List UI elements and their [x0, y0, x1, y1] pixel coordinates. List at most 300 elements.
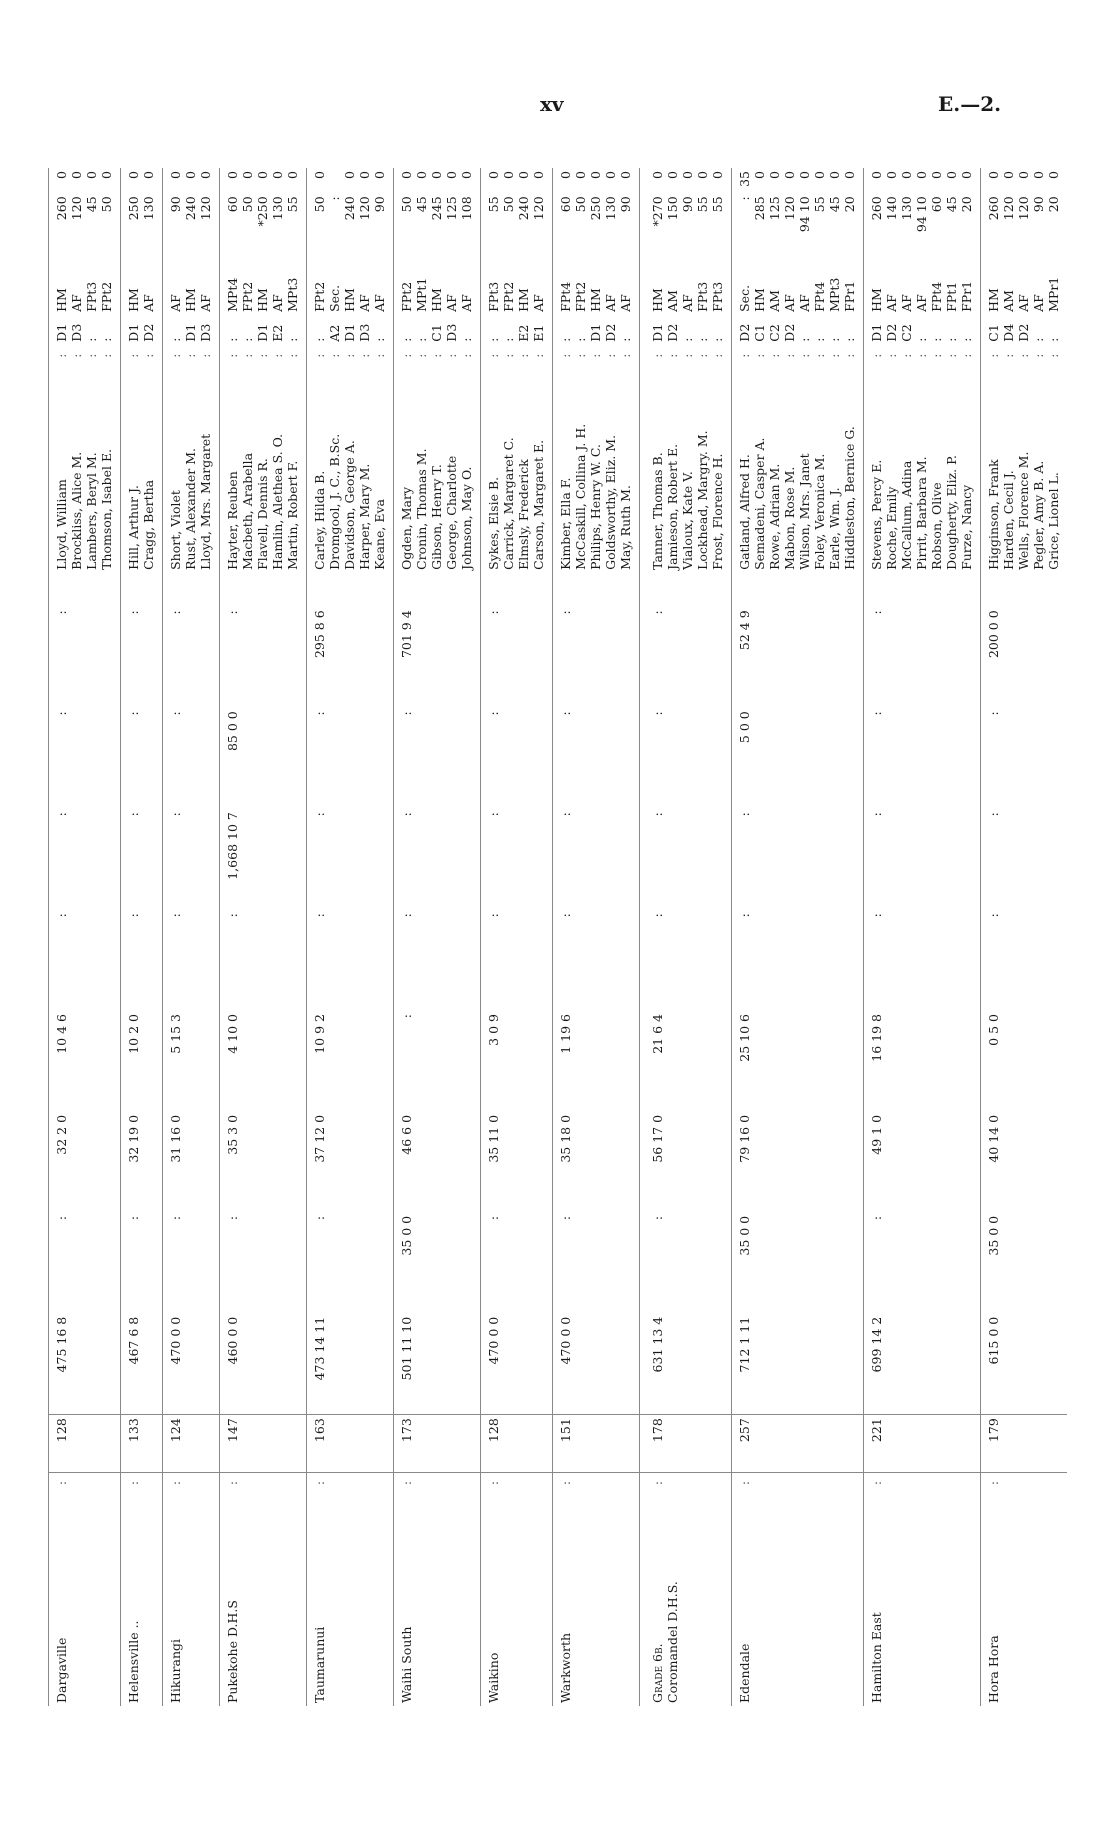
staff-name: Tanner, Thomas B.: [650, 452, 665, 570]
salary-pence: 0: [603, 171, 618, 179]
staff-position: HM: [54, 288, 69, 312]
amount-c5: :: [394, 910, 481, 1011]
leader-dots: :: [255, 353, 270, 358]
salary-pence: 0: [899, 171, 914, 179]
staff-name: Dougherty, Eliz. P.: [944, 455, 959, 570]
staff-position: FPt2: [312, 281, 327, 312]
leader-dots: :: [394, 1472, 481, 1488]
amount-c3: 37 12 0: [307, 1112, 394, 1213]
staff-class: :: [486, 337, 501, 342]
leader-dots: :: [797, 353, 812, 358]
gap: [307, 573, 394, 607]
staff-position-column: [394, 258, 481, 315]
staff-name-column: [981, 361, 1068, 573]
staff-salary: 55: [285, 196, 300, 213]
salary-pence-column: [49, 168, 121, 193]
staff-name-column: [307, 361, 394, 573]
amount-c5: :: [220, 910, 307, 1011]
salary-pence-column: [394, 168, 481, 193]
leader-dots: :: [864, 1472, 981, 1488]
amount-c5: :: [49, 910, 121, 1011]
salary-pence: 0: [444, 171, 459, 179]
leader-dots: :: [929, 353, 944, 358]
table-row: [121, 168, 163, 1706]
salary-pence: 0: [198, 171, 213, 179]
staff-name: Lambers, Beryl M.: [84, 452, 99, 570]
leader-dots: :: [959, 353, 974, 358]
staff-class: D1: [255, 323, 270, 342]
staff-class: D3: [444, 323, 459, 342]
amount-c8: :: [481, 607, 553, 708]
salary-pence: 0: [1016, 171, 1031, 179]
staff-position: FPt3: [710, 281, 725, 312]
staff-salary: 240: [183, 196, 198, 221]
staff-name: Sykes, Elsie B.: [486, 476, 501, 570]
staff-salary: *250: [255, 196, 270, 227]
gap: [732, 573, 864, 607]
roll-number: 147: [220, 1415, 307, 1472]
staff-salary: 20: [959, 196, 974, 213]
salary-pence: 0: [767, 171, 782, 179]
staff-name: McCallum, Adina: [899, 460, 914, 570]
amount-c7: :: [394, 708, 481, 809]
staff-name: Higginson, Frank: [986, 459, 1001, 570]
staff-name-column: [640, 361, 732, 573]
staff-salary: 55: [695, 196, 710, 213]
salary-pence: 0: [225, 171, 240, 179]
staff-salary: 45: [414, 196, 429, 213]
staff-salary: 90: [372, 196, 387, 213]
salary-pence: 0: [884, 171, 899, 179]
staff-position-column: [49, 258, 121, 315]
staff-salary: 130: [270, 196, 285, 221]
leader-dots: :: [516, 353, 531, 358]
amount-c5: :: [732, 910, 864, 1011]
amount-c7: 5 0 0: [732, 708, 864, 809]
salary-pence: 35: [737, 171, 752, 187]
school-name: Hikurangi: [168, 1638, 183, 1703]
salary-pence-column: [553, 168, 640, 193]
salary-pence: 0: [869, 171, 884, 179]
school-name: Hora Hora: [986, 1635, 1001, 1703]
salary-pence-column: [981, 168, 1068, 193]
staff-salary: 50: [240, 196, 255, 213]
salary-pence-column: [481, 168, 553, 193]
leader-dots: :: [1001, 353, 1016, 358]
amount-c6: :: [121, 809, 163, 910]
staff-name: Elmsly, Frederick: [516, 459, 531, 570]
staff-position: FPt2: [399, 281, 414, 312]
salary-pence: 0: [240, 171, 255, 179]
amount-c3: 35 3 0: [220, 1112, 307, 1213]
amount-c1: 712 1 11: [732, 1314, 864, 1415]
staff-salary-column: [481, 193, 553, 257]
roll-number: 173: [394, 1415, 481, 1472]
amount-c4: 0 5 0: [981, 1011, 1068, 1112]
amount-c8: :: [220, 607, 307, 708]
roll-number: 151: [553, 1415, 640, 1472]
salary-pence: 0: [486, 171, 501, 179]
table-row: [220, 168, 307, 1706]
salary-pence: 0: [399, 171, 414, 179]
leader-dots: :: [126, 353, 141, 358]
amount-c1: 501 11 10: [394, 1314, 481, 1415]
staff-position: AF: [270, 294, 285, 312]
staff-name: Short, Violet: [168, 490, 183, 570]
staff-class: :: [1046, 337, 1061, 342]
leader-dots-column: [121, 345, 163, 361]
amount-c2: :: [49, 1213, 121, 1314]
staff-salary-column: [864, 193, 981, 257]
salary-pence-column: [307, 168, 394, 193]
amount-c4: 3 0 9: [481, 1011, 553, 1112]
staff-name: Carson, Margaret E.: [531, 439, 546, 570]
staff-name: Wells, Florence M.: [1016, 451, 1031, 570]
staff-position: HM: [986, 288, 1001, 312]
staff-salary-column: [553, 193, 640, 257]
salary-pence: 0: [752, 171, 767, 179]
staff-class: D3: [198, 323, 213, 342]
staff-position: HM: [650, 288, 665, 312]
staff-position: AM: [665, 290, 680, 312]
staff-class: :: [929, 337, 944, 342]
amount-c4: 25 10 6: [732, 1011, 864, 1112]
amount-c5: :: [553, 910, 640, 1011]
gap: [981, 573, 1068, 607]
leader-dots-column: [49, 345, 121, 361]
staff-position: FPr1: [842, 280, 857, 312]
amount-c8: 295 8 6: [307, 607, 394, 708]
staff-salary: 90: [680, 196, 695, 213]
staff-salary: 120: [1016, 196, 1031, 221]
staff-position: AF: [782, 294, 797, 312]
staff-class: D2: [665, 323, 680, 342]
leader-dots: :: [588, 353, 603, 358]
amount-c5: :: [163, 910, 220, 1011]
staff-salary: 250: [126, 196, 141, 221]
leader-dots: :: [163, 1472, 220, 1488]
amount-c1: 631 13 4: [640, 1314, 732, 1415]
amount-c8: 701 9 4: [394, 607, 481, 708]
staff-salary: 260: [54, 196, 69, 221]
staff-name: Vialoux, Kate V.: [680, 471, 695, 570]
staff-class: :: [618, 337, 633, 342]
amount-c2: 35 0 0: [981, 1213, 1068, 1314]
staff-position-column: [220, 258, 307, 315]
leader-dots: :: [69, 353, 84, 358]
salary-pence: 0: [1046, 171, 1061, 179]
table-row: [981, 168, 1068, 1706]
leader-dots: :: [54, 353, 69, 358]
staff-class: C1: [986, 324, 1001, 342]
school-name: Coromandel D.H.S.: [665, 1581, 680, 1703]
staff-position: AF: [444, 294, 459, 312]
staff-salary: *270: [650, 196, 665, 227]
amount-c3: 32 2 0: [49, 1112, 121, 1213]
staff-position: MPr1: [1046, 276, 1061, 312]
staff-salary: 50: [399, 196, 414, 213]
amount-c7: :: [163, 708, 220, 809]
staff-position: AF: [372, 294, 387, 312]
leader-dots: :: [312, 353, 327, 358]
leader-dots: :: [603, 353, 618, 358]
roll-number: 221: [864, 1415, 981, 1472]
salary-pence: 0: [84, 171, 99, 179]
roll-number: 179: [981, 1415, 1068, 1472]
staff-position: HM: [183, 288, 198, 312]
staff-position: HM: [869, 288, 884, 312]
table-row: [553, 168, 640, 1706]
staff-salary: 120: [357, 196, 372, 221]
roll-number: 178: [640, 1415, 732, 1472]
leader-dots: :: [695, 353, 710, 358]
staff-class: D1: [869, 323, 884, 342]
staff-class: D1: [126, 323, 141, 342]
staff-class-column: [981, 315, 1068, 345]
staff-name: Harper, Mary M.: [357, 463, 372, 570]
staff-class-column: [640, 315, 732, 345]
amount-c2: :: [481, 1213, 553, 1314]
leader-dots: :: [270, 353, 285, 358]
school-name: Edendale: [737, 1643, 752, 1703]
salary-pence: 0: [501, 171, 516, 179]
staff-class-column: [121, 315, 163, 345]
school-cell: [481, 1488, 553, 1706]
table-row: [394, 168, 481, 1706]
amount-c7: :: [553, 708, 640, 809]
staff-class: D2: [884, 323, 899, 342]
amount-c2: :: [640, 1213, 732, 1314]
leader-dots: :: [399, 353, 414, 358]
staff-name-column: [163, 361, 220, 573]
staff-name: Hiddleston, Bernice G.: [842, 426, 857, 570]
table-row: [864, 168, 981, 1706]
leader-dots: :: [752, 353, 767, 358]
staff-salary: 150: [665, 196, 680, 221]
staff-name: Jamieson, Robert E.: [665, 443, 680, 570]
leader-dots: :: [327, 353, 342, 358]
staff-salary: 55: [486, 196, 501, 213]
staff-name-column: [220, 361, 307, 573]
staff-salary: 130: [603, 196, 618, 221]
salary-pence: 0: [429, 171, 444, 179]
staff-class-column: [864, 315, 981, 345]
roll-number: 257: [732, 1415, 864, 1472]
leader-dots: :: [240, 353, 255, 358]
staff-class: E1: [531, 324, 546, 342]
staff-salary: 120: [1001, 196, 1016, 221]
gap: [640, 573, 732, 607]
school-cell: [553, 1488, 640, 1706]
amount-c6: :: [481, 809, 553, 910]
staff-name: Furze, Nancy: [959, 484, 974, 570]
amount-c4: 16 19 8: [864, 1011, 981, 1112]
amount-c2: :: [163, 1213, 220, 1314]
staff-position: AF: [357, 294, 372, 312]
table-row: [732, 168, 864, 1706]
staff-name: Pirrit, Barbara M.: [914, 456, 929, 570]
staff-class: C1: [752, 324, 767, 342]
leader-dots: :: [481, 1472, 553, 1488]
salary-pence: 0: [270, 171, 285, 179]
staff-position: FPt4: [929, 281, 944, 312]
school-name: Waikino: [486, 1652, 501, 1703]
leader-dots: :: [899, 353, 914, 358]
salary-pence: 0: [54, 171, 69, 179]
staff-name: Thomson, Isabel E.: [99, 448, 114, 570]
leader-dots: :: [1016, 353, 1031, 358]
leader-dots: :: [121, 1472, 163, 1488]
leader-dots: :: [986, 353, 1001, 358]
leader-dots: :: [342, 353, 357, 358]
salary-pence: [327, 171, 342, 190]
gap: [163, 573, 220, 607]
staff-name: Flavell, Dennis R.: [255, 458, 270, 570]
staff-position: AF: [459, 294, 474, 312]
staff-name: Kimber, Ella F.: [558, 477, 573, 570]
staff-salary-column: [121, 193, 163, 257]
staff-name: Rowe, Adrian M.: [767, 463, 782, 570]
school-name: Dargaville: [54, 1637, 69, 1703]
leader-dots: :: [553, 1472, 640, 1488]
salary-pence: 0: [573, 171, 588, 179]
amount-c6: :: [307, 809, 394, 910]
staff-salary: 120: [782, 196, 797, 221]
salary-pence: 0: [69, 171, 84, 179]
staff-position: AF: [680, 294, 695, 312]
leader-dots: :: [650, 353, 665, 358]
gap: [220, 573, 307, 607]
school-name: Pukekohe D.H.S: [225, 1600, 240, 1703]
staff-class: :: [414, 337, 429, 342]
staff-position: AF: [914, 294, 929, 312]
roll-number: 163: [307, 1415, 394, 1472]
leader-dots: :: [220, 1472, 307, 1488]
leader-dots: :: [414, 353, 429, 358]
staff-salary: 90: [1031, 196, 1046, 213]
amount-c8: :: [640, 607, 732, 708]
amount-c6: :: [864, 809, 981, 910]
amount-c4: 10 2 0: [121, 1011, 163, 1112]
leader-dots: :: [141, 353, 156, 358]
staff-name: Pegler, Amy B. A.: [1031, 460, 1046, 570]
staff-salary: 108: [459, 196, 474, 221]
staff-position-column: [307, 258, 394, 315]
staff-position: AM: [1001, 290, 1016, 312]
staff-position: FPt2: [501, 281, 516, 312]
amount-c3: 79 16 0: [732, 1112, 864, 1213]
staff-position: MPt3: [827, 277, 842, 312]
staff-name: Macbeth, Arabella: [240, 452, 255, 570]
staff-name: Hill, Arthur J.: [126, 484, 141, 570]
salary-pence: 0: [1001, 171, 1016, 179]
staff-position: Sec.: [737, 284, 752, 312]
leader-dots-column: [981, 345, 1068, 361]
leader-dots: :: [225, 353, 240, 358]
amount-c7: :: [49, 708, 121, 809]
staff-class: A2: [327, 324, 342, 342]
leader-dots-column: [220, 345, 307, 361]
staff-name: Lloyd, Mrs. Margaret: [198, 433, 213, 570]
staff-name: Earle, Wm. J.: [827, 487, 842, 570]
staff-salary: 130: [141, 196, 156, 221]
salary-pence: 0: [842, 171, 857, 179]
amount-c6: :: [49, 809, 121, 910]
amount-c5: :: [864, 910, 981, 1011]
staff-class: :: [168, 337, 183, 342]
amount-c1: 699 14 2: [864, 1314, 981, 1415]
school-cell: [307, 1488, 394, 1706]
amount-c5: :: [640, 910, 732, 1011]
staff-class: E2: [516, 324, 531, 342]
salary-pence: 0: [618, 171, 633, 179]
staff-class: :: [240, 337, 255, 342]
salary-pence: 0: [558, 171, 573, 179]
staff-class: D2: [141, 323, 156, 342]
staff-salary: 45: [84, 196, 99, 213]
staff-salary: 285: [752, 196, 767, 221]
staff-class-column: [481, 315, 553, 345]
staff-position: AF: [603, 294, 618, 312]
amount-c2: :: [121, 1213, 163, 1314]
staff-name-column: [864, 361, 981, 573]
leader-dots: :: [501, 353, 516, 358]
staff-name: Keane, Eva: [372, 499, 387, 570]
salary-pence-column: [220, 168, 307, 193]
staff-position: HM: [588, 288, 603, 312]
amount-c8: :: [553, 607, 640, 708]
staff-salary: 20: [1046, 196, 1061, 213]
amount-c7: :: [121, 708, 163, 809]
staff-name: Cronin, Thomas M.: [414, 448, 429, 570]
amount-c2: :: [220, 1213, 307, 1314]
staff-salary: 90: [618, 196, 633, 213]
leader-dots: :: [884, 353, 899, 358]
amount-c3: 56 17 0: [640, 1112, 732, 1213]
staff-salary: 45: [827, 196, 842, 213]
staff-class: :: [914, 337, 929, 342]
staff-name-column: [732, 361, 864, 573]
staff-name: Cragg, Bertha: [141, 479, 156, 570]
staff-salary: 50: [99, 196, 114, 213]
staff-salary-column: [640, 193, 732, 257]
leader-dots: :: [486, 353, 501, 358]
amount-c6: :: [394, 809, 481, 910]
leader-dots: :: [198, 353, 213, 358]
staff-name: Martin, Robert F.: [285, 460, 300, 570]
staff-name: Goldsworthy, Eliz. M.: [603, 434, 618, 570]
leader-dots: :: [168, 353, 183, 358]
leader-dots-column: [864, 345, 981, 361]
staff-name: May, Ruth M.: [618, 485, 633, 570]
amount-c8: :: [49, 607, 121, 708]
staff-position-column: [553, 258, 640, 315]
staff-position-column: [981, 258, 1068, 315]
staff-position: MPt4: [225, 277, 240, 312]
staff-position: AF: [531, 294, 546, 312]
staff-name-column: [49, 361, 121, 573]
leader-dots-column: [481, 345, 553, 361]
staff-class: D1: [342, 323, 357, 342]
leader-dots: :: [99, 353, 114, 358]
staff-position: HM: [255, 288, 270, 312]
staff-class: :: [842, 337, 857, 342]
staff-position: FPt4: [812, 281, 827, 312]
staff-salary-column: [307, 193, 394, 257]
staff-salary: 60: [558, 196, 573, 213]
leader-dots: :: [1031, 353, 1046, 358]
leader-dots: :: [285, 353, 300, 358]
